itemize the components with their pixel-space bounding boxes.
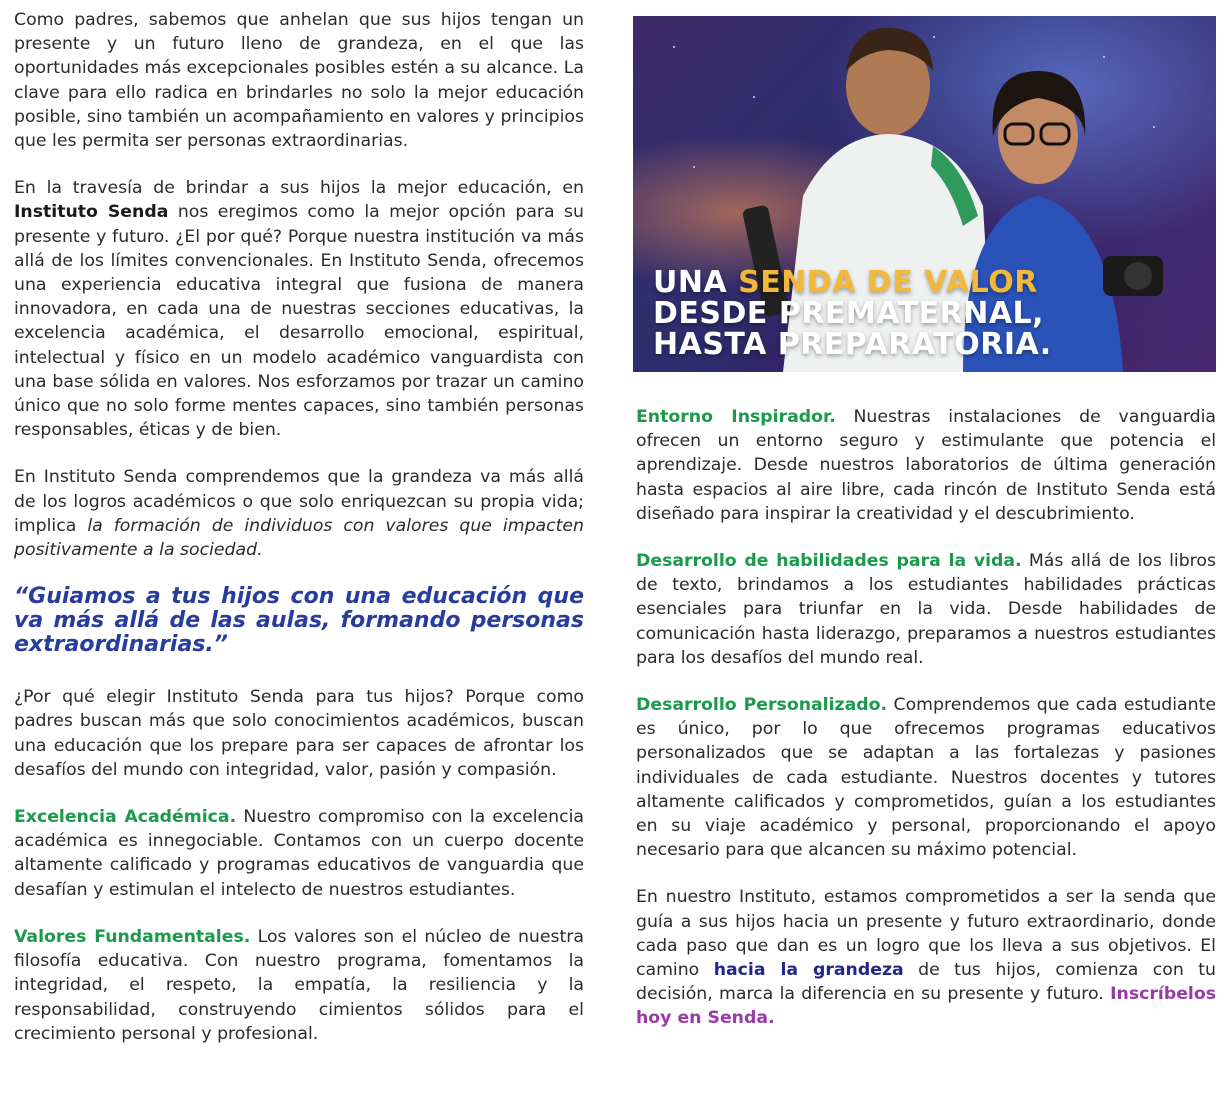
- grandeza-paragraph: En Instituto Senda comprendemos que la grandeza va más allá de los logros académicos o que solo enriquezcan su propia vida; implica la formación de individuos con valores que impacten positivamente a la sociedad.: [14, 467, 584, 561]
- hero-line-1: UNA SENDA DE VALOR: [653, 265, 1038, 300]
- right-column: [636, 405, 1216, 1054]
- hacia-la-grandeza: hacia la grandeza: [713, 960, 904, 981]
- entorno-paragraph: Entorno Inspirador. Nuestras instalaciones de vanguardia ofrecen un entorno seguro y estimulante que potencia el aprendizaje. Desde nuestros laboratorios de última generación hasta espacios al aire libre, cada rincón de Instituto Senda está diseñado para inspirar la creatividad y el descubrimiento.: [636, 407, 1216, 524]
- valores-title: Valores Fundamentales.: [14, 926, 251, 947]
- closing-paragraph: En nuestro Instituto, estamos comprometidos a ser la senda que guía a sus hijos hacia un presente y futuro extraordinario, donde cada paso que dan es un logro que los lleva a sus objetivos. El camino hacia la grandeza de tus hijos, comienza con tu decisión, marca la diferencia en su presente y futuro. Inscríbelos hoy en Senda.: [636, 887, 1216, 1029]
- excelencia-title: Excelencia Académica.: [14, 807, 237, 828]
- formacion-italic: la formación de individuos con valores que impacten positivamente a la sociedad.: [14, 515, 584, 561]
- habilidades-title: Desarrollo de habilidades para la vida.: [636, 551, 1022, 572]
- hero-accent: SENDA DE VALOR: [738, 265, 1038, 300]
- travesia-paragraph: En la travesía de brindar a sus hijos la mejor educación, en Instituto Senda nos eregimos como la mejor opción para su presente y futuro. ¿El por qué? Porque nuestra institución va más allá de los límites convencionales. En Instituto Senda, ofrecemos una experiencia educativa integral que fusiona de manera innovadora, en cada una de nuestras secciones educativas, la excelencia académica, el desarrollo emocional, espiritual, intelectual y físico en un modelo académico vanguardista con una base sólida en valores. Nos esforzamos por trazar un camino único que no solo forme mentes capaces, sino también personas responsables, éticas y de bien.: [14, 178, 585, 441]
- hero-line-2: DESDE PREMATERNAL,: [653, 296, 1045, 331]
- hero-line-3: HASTA PREPARATORIA.: [653, 327, 1052, 362]
- por-que-paragraph: ¿Por qué elegir Instituto Senda para tus hijos? Porque como padres buscan más que solo conocimientos académicos, buscan una educación que los prepare para ser capaces de afrontar los desafíos del mundo con integridad, valor, pasión y compasión.: [14, 687, 584, 780]
- habilidades-paragraph: Desarrollo de habilidades para la vida. Más allá de los libros de texto, brindamos a los estudiantes habilidades prácticas esenciales para triunfar en la vida. Desde habilidades de comunicación hasta liderazgo, preparamos a nuestros estudiantes para los desafíos del mundo real.: [636, 551, 1216, 668]
- instituto-senda-bold: Instituto Senda: [14, 202, 169, 223]
- personalizado-paragraph: Desarrollo Personalizado. Comprendemos que cada estudiante es único, por lo que ofrecemos programas educativos personalizados que se adaptan a las fortalezas y pasiones individuales de cada estudiante. Nuestros docentes y tutores altamente calificados y comprometidos, guían a los estudiantes en su viaje académico y personal, proporcionando el apoyo necesario para que alcancen su máximo potencial.: [636, 695, 1217, 861]
- cta-inscribelos: Inscríbelos hoy en Senda.: [636, 984, 1216, 1029]
- left-column: [14, 8, 584, 1069]
- excelencia-paragraph: Excelencia Académica. Nuestro compromiso con la excelencia académica es innegociable. Contamos con un cuerpo docente altamente calificado y programas educativos de vanguardia que desafían y estimulan el intelecto de nuestros estudiantes.: [14, 807, 585, 900]
- valores-paragraph: Valores Fundamentales. Los valores son el núcleo de nuestra filosofía educativa. Con nuestro programa, fomentamos la integridad, el respeto, la empatía, la resiliencia y la responsabilidad, construyendo cimientos sólidos para el crecimiento personal y profesional.: [14, 926, 584, 1044]
- personalizado-title: Desarrollo Personalizado.: [636, 695, 888, 716]
- pull-quote: “Guiamos a tus hijos con una educación que va más allá de las aulas, formando personas extraordinarias.”: [14, 584, 584, 658]
- entorno-title: Entorno Inspirador.: [636, 407, 836, 427]
- intro-paragraph: Como padres, sabemos que anhelan que sus hijos tengan un presente y un futuro lleno de grandeza, en el que las oportunidades más excepcionales posibles estén a su alcance. La clave para ello radica en brindarles no solo la mejor educación posible, sino también un acompañamiento en valores y principios que les permita ser personas extraordinarias.: [14, 10, 584, 152]
- hero-image: [633, 16, 1216, 372]
